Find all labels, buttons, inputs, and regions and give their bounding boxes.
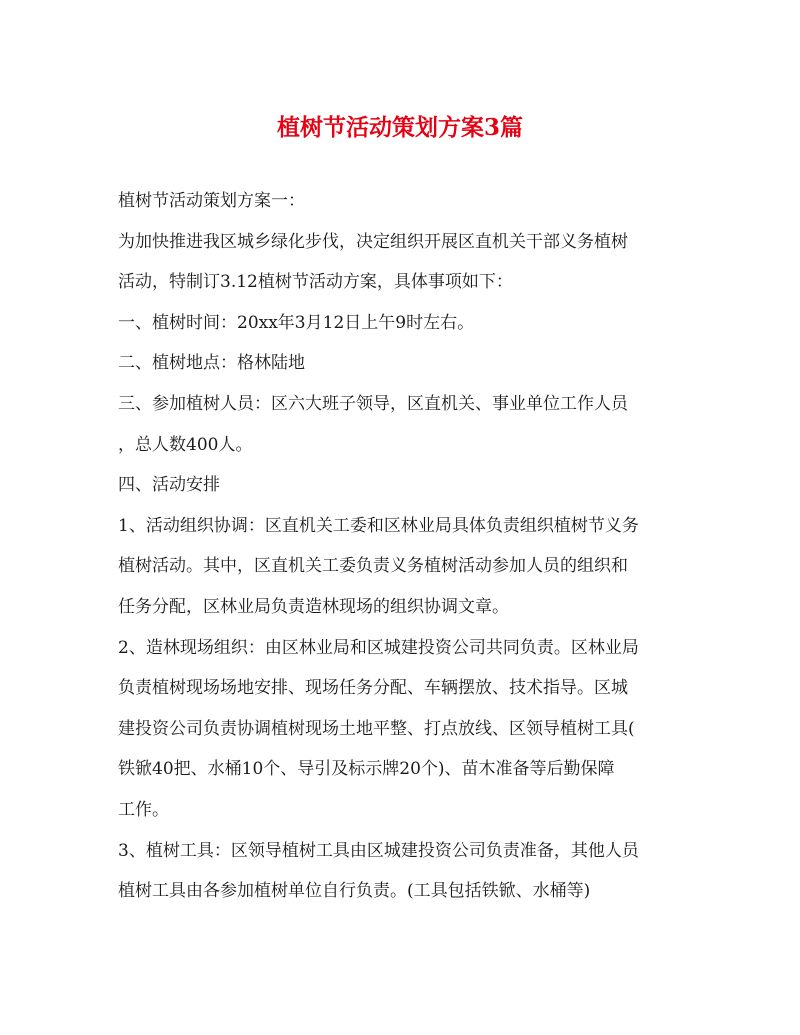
paragraph-line: 工作。 — [118, 799, 169, 820]
document-body — [118, 181, 688, 912]
paragraph-line: 建投资公司负责协调植树现场土地平整、打点放线、区领导植树工具( — [118, 718, 635, 739]
paragraph-line: 三、参加植树人员：区六大班子领导，区直机关、事业单位工作人员 — [118, 393, 628, 414]
paragraph-line: 铁锨40把、水桶10个、导引及标示牌20个)、苗木准备等后勤保障 — [118, 759, 615, 780]
document-title: 植树节活动策划方案3篇 — [276, 114, 523, 141]
paragraph-line: 一、植树时间：20xx年3月12日上午9时左右。 — [118, 312, 475, 333]
paragraph-line: 3、植树工具：区领导植树工具由区城建投资公司负责准备，其他人员 — [118, 840, 639, 861]
paragraph-line: 1、活动组织协调：区直机关工委和区林业局具体负责组织植树节义务 — [118, 515, 639, 536]
paragraph-line: 活动，特制订3.12植树节活动方案，具体事项如下： — [118, 272, 513, 293]
paragraph-line: 任务分配，区林业局负责造林现场的组织协调文章。 — [118, 596, 509, 617]
paragraph-line: 2、造林现场组织：由区林业局和区城建投资公司共同负责。区林业局 — [118, 637, 639, 658]
paragraph-line: 植树工具由各参加植树单位自行负责。(工具包括铁锨、水桶等) — [118, 881, 591, 902]
paragraph-line: 负责植树现场场地安排、现场任务分配、车辆摆放、技术指导。区城 — [118, 678, 628, 699]
paragraph-line: ，总人数400人。 — [118, 434, 253, 455]
paragraph-line: 二、植树地点：格林陆地 — [118, 353, 305, 374]
paragraph-line: 为加快推进我区城乡绿化步伐，决定组织开展区直机关干部义务植树 — [118, 231, 628, 252]
paragraph-line: 四、活动安排 — [118, 475, 220, 496]
paragraph-line: 植树节活动策划方案一： — [118, 191, 305, 211]
paragraph-line: 植树活动。其中，区直机关工委负责义务植树活动参加人员的组织和 — [118, 556, 628, 577]
